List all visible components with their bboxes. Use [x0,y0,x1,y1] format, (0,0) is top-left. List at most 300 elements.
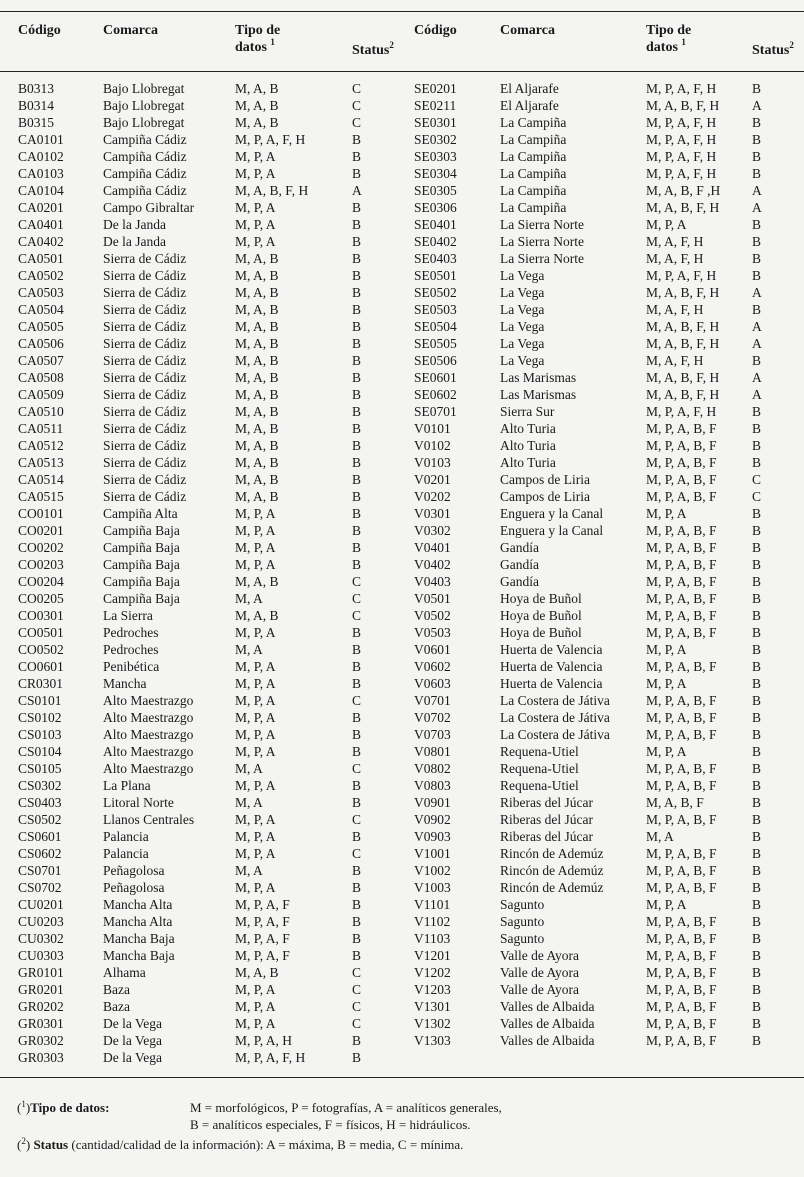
left-comarca-cell: Alto Maestrazgo [103,727,194,742]
right-tipo-cell: M, A, F, H [646,251,704,266]
header-codigo-right: Código [414,23,457,38]
left-comarca-cell: Alto Maestrazgo [103,710,194,725]
left-comarca-cell: Sierra de Cádiz [103,472,187,487]
right-comarca-cell: Riberas del Júcar [500,795,593,810]
left-status-cell: C [352,98,362,113]
left-tipo-cell: M, P, A [235,659,276,674]
right-tipo-cell: M, P, A, B, F [646,812,717,827]
right-status-cell: A [752,183,762,198]
left-tipo-cell: M, A, B [235,268,279,283]
left-comarca-cell: Sierra de Cádiz [103,404,187,419]
left-codigo-cell: CS0403 [18,795,62,810]
right-comarca-cell: Enguera y la Canal [500,523,604,538]
right-status-cell: B [752,217,762,232]
left-codigo-cell: CS0102 [18,710,62,725]
table-row [0,352,804,369]
left-codigo-cell: GR0101 [18,965,64,980]
right-codigo-cell: SE0503 [414,302,457,317]
right-codigo-cell: V0803 [414,778,451,793]
left-status-cell: C [352,812,362,827]
right-comarca-cell: Hoya de Buñol [500,591,582,606]
right-status-cell: B [752,557,762,572]
left-status-cell: A [352,183,362,198]
left-status-cell: B [352,829,362,844]
table-row [0,284,804,301]
table-row [0,845,804,862]
left-comarca-cell: Peñagolosa [103,863,165,878]
right-comarca-cell: La Vega [500,285,545,300]
left-status-cell: C [352,574,362,589]
left-tipo-cell: M, P, A [235,523,276,538]
left-comarca-cell: Campiña Baja [103,523,180,538]
left-status-cell: C [352,761,362,776]
left-comarca-cell: Palancia [103,829,149,844]
left-comarca-cell: De la Vega [103,1016,162,1031]
table-row [0,811,804,828]
right-status-cell: B [752,166,762,181]
right-status-cell: B [752,948,762,963]
left-status-cell: C [352,81,362,96]
right-tipo-cell: M, A, B, F, H [646,370,720,385]
right-tipo-cell: M, P, A, F, H [646,81,717,96]
left-comarca-cell: Sierra de Cádiz [103,268,187,283]
right-tipo-cell: M, P, A, F, H [646,115,717,130]
left-codigo-cell: CS0602 [18,846,62,861]
right-tipo-cell: M, P, A, B, F [646,727,717,742]
left-tipo-cell: M, A, B [235,115,279,130]
right-codigo-cell: V1102 [414,914,451,929]
right-codigo-cell: V1001 [414,846,451,861]
left-codigo-cell: GR0202 [18,999,64,1014]
right-status-cell: A [752,200,762,215]
right-status-cell: B [752,931,762,946]
left-status-cell: B [352,132,362,147]
right-codigo-cell: V0103 [414,455,451,470]
right-tipo-cell: M, P, A, B, F [646,455,717,470]
table-row [0,488,804,505]
table-row [0,437,804,454]
right-comarca-cell: Campos de Liria [500,472,590,487]
left-status-cell: B [352,880,362,895]
table-row [0,777,804,794]
table-row [0,658,804,675]
left-status-cell: C [352,1016,362,1031]
right-comarca-cell: La Sierra Norte [500,251,584,266]
right-tipo-cell: M, A, F, H [646,353,704,368]
left-comarca-cell: Campiña Cádiz [103,166,187,181]
table-row [0,930,804,947]
left-comarca-cell: Litoral Norte [103,795,174,810]
left-status-cell: B [352,795,362,810]
left-tipo-cell: M, P, A [235,999,276,1014]
left-comarca-cell: Pedroches [103,625,159,640]
right-tipo-cell: M, P, A, B, F [646,999,717,1014]
right-status-cell: B [752,642,762,657]
right-codigo-cell: SE0403 [414,251,457,266]
right-comarca-cell: Sagunto [500,914,545,929]
left-tipo-cell: M, A [235,863,263,878]
left-comarca-cell: Campiña Baja [103,540,180,555]
left-status-cell: B [352,1050,362,1065]
left-comarca-cell: Sierra de Cádiz [103,302,187,317]
left-comarca-cell: Pedroches [103,642,159,657]
left-comarca-cell: Alto Maestrazgo [103,761,194,776]
right-status-cell: B [752,608,762,623]
left-tipo-cell: M, P, A [235,149,276,164]
right-comarca-cell: Valles de Albaida [500,999,595,1014]
left-comarca-cell: Campo Gibraltar [103,200,195,215]
right-codigo-cell: V1301 [414,999,451,1014]
left-comarca-cell: Palancia [103,846,149,861]
header-tipo-left-1: Tipo de [235,23,281,38]
left-codigo-cell: CA0514 [18,472,64,487]
left-codigo-cell: B0314 [18,98,55,113]
left-status-cell: B [352,506,362,521]
left-codigo-cell: B0313 [18,81,55,96]
footnote-1-line1: M = morfológicos, P = fotografías, A = analíticos generales, [190,1100,502,1115]
right-comarca-cell: La Campiña [500,149,567,164]
right-codigo-cell: SE0506 [414,353,457,368]
table-row [0,896,804,913]
right-comarca-cell: Alto Turia [500,455,556,470]
top-rule [0,11,804,12]
right-tipo-cell: M, P, A, B, F [646,710,717,725]
left-comarca-cell: Campiña Baja [103,591,180,606]
right-status-cell: A [752,98,762,113]
left-status-cell: B [352,336,362,351]
left-codigo-cell: CA0512 [18,438,64,453]
left-tipo-cell: M, P, A [235,744,276,759]
left-codigo-cell: CO0601 [18,659,64,674]
right-comarca-cell: La Costera de Játiva [500,710,610,725]
right-tipo-cell: M, P, A, B, F [646,523,717,538]
table-row [0,471,804,488]
left-comarca-cell: Sierra de Cádiz [103,489,187,504]
left-comarca-cell: Campiña Baja [103,574,180,589]
table-row [0,335,804,352]
right-codigo-cell: SE0402 [414,234,457,249]
left-codigo-cell: GR0301 [18,1016,64,1031]
right-tipo-cell: M, A, B, F, H [646,319,720,334]
right-codigo-cell: V0301 [414,506,451,521]
left-status-cell: B [352,489,362,504]
right-codigo-cell: V0401 [414,540,451,555]
left-status-cell: B [352,353,362,368]
right-codigo-cell: SE0505 [414,336,457,351]
left-tipo-cell: M, P, A, F, H [235,1050,306,1065]
left-comarca-cell: Sierra de Cádiz [103,353,187,368]
table-row [0,1049,804,1066]
right-status-cell: A [752,336,762,351]
left-status-cell: C [352,982,362,997]
left-status-cell: B [352,200,362,215]
left-tipo-cell: M, A [235,591,263,606]
right-tipo-cell: M, A, B, F, H [646,336,720,351]
left-codigo-cell: CA0515 [18,489,64,504]
right-status-cell: B [752,302,762,317]
right-comarca-cell: La Campiña [500,115,567,130]
right-comarca-cell: La Vega [500,302,545,317]
right-codigo-cell: V0201 [414,472,451,487]
left-codigo-cell: CS0701 [18,863,62,878]
left-comarca-cell: Sierra de Cádiz [103,336,187,351]
left-tipo-cell: M, A, B [235,472,279,487]
left-status-cell: B [352,1033,362,1048]
table-row [0,624,804,641]
footnote-1-label: ($^1$)Tipo de datos: [17,1099,110,1115]
left-tipo-cell: M, P, A [235,557,276,572]
right-status-cell: B [752,1016,762,1031]
right-comarca-cell: La Campiña [500,132,567,147]
left-comarca-cell: Campiña Alta [103,506,178,521]
right-status-cell: B [752,591,762,606]
right-status-cell: B [752,999,762,1014]
right-status-cell: B [752,676,762,691]
left-codigo-cell: CA0513 [18,455,64,470]
table-row [0,216,804,233]
left-tipo-cell: M, P, A [235,880,276,895]
left-codigo-cell: CO0101 [18,506,64,521]
right-tipo-cell: M, A, B, F, H [646,285,720,300]
right-codigo-cell: SE0504 [414,319,457,334]
left-tipo-cell: M, A, B [235,421,279,436]
right-comarca-cell: Rincón de Ademúz [500,880,604,895]
left-tipo-cell: M, P, A [235,506,276,521]
left-status-cell: B [352,897,362,912]
left-status-cell: B [352,421,362,436]
right-comarca-cell: Valle de Ayora [500,965,579,980]
right-status-cell: B [752,625,762,640]
left-comarca-cell: De la Vega [103,1033,162,1048]
table-row [0,998,804,1015]
footnote-2: ($^2$) Status (cantidad/calidad de la información): A = máxima, B = media, C = mínima. [17,1136,464,1152]
left-tipo-cell: M, A, B [235,608,279,623]
left-codigo-cell: CA0102 [18,149,64,164]
left-status-cell: B [352,778,362,793]
right-comarca-cell: La Sierra Norte [500,217,584,232]
right-codigo-cell: V1101 [414,897,451,912]
right-comarca-cell: La Vega [500,336,545,351]
right-comarca-cell: Gandía [500,557,539,572]
left-tipo-cell: M, A, B [235,319,279,334]
left-codigo-cell: CS0105 [18,761,62,776]
left-codigo-cell: CA0504 [18,302,64,317]
table-row [0,131,804,148]
right-comarca-cell: Requena-Utiel [500,778,579,793]
header-comarca-right: Comarca [500,23,555,38]
left-comarca-cell: Campiña Cádiz [103,149,187,164]
left-status-cell: B [352,404,362,419]
right-tipo-cell: M, A, B, F, H [646,98,720,113]
left-status-cell: B [352,523,362,538]
right-comarca-cell: La Vega [500,268,545,283]
table-row [0,1032,804,1049]
left-comarca-cell: La Sierra [103,608,153,623]
right-comarca-cell: Valles de Albaida [500,1033,595,1048]
left-status-cell: C [352,846,362,861]
left-status-cell: C [352,965,362,980]
bottom-rule [0,1077,804,1078]
left-codigo-cell: CA0101 [18,132,64,147]
right-comarca-cell: La Vega [500,353,545,368]
left-tipo-cell: M, P, A [235,1016,276,1031]
left-comarca-cell: Bajo Llobregat [103,81,185,96]
left-tipo-cell: M, P, A, F [235,948,290,963]
left-codigo-cell: CR0301 [18,676,64,691]
right-status-cell: B [752,421,762,436]
left-codigo-cell: CO0202 [18,540,64,555]
table-row [0,420,804,437]
right-status-cell: B [752,455,762,470]
right-status-cell: C [752,489,762,504]
left-tipo-cell: M, A, B [235,574,279,589]
right-status-cell: B [752,506,762,521]
right-codigo-cell: SE0211 [414,98,457,113]
left-status-cell: B [352,472,362,487]
left-comarca-cell: Mancha [103,676,147,691]
right-status-cell: B [752,404,762,419]
right-status-cell: A [752,285,762,300]
left-comarca-cell: Campiña Cádiz [103,132,187,147]
left-comarca-cell: Peñagolosa [103,880,165,895]
right-status-cell: B [752,251,762,266]
table-row [0,828,804,845]
right-comarca-cell: Valles de Albaida [500,1016,595,1031]
right-status-cell: B [752,659,762,674]
left-comarca-cell: Sierra de Cádiz [103,285,187,300]
left-codigo-cell: CA0510 [18,404,64,419]
right-status-cell: B [752,812,762,827]
table-row [0,607,804,624]
right-comarca-cell: Campos de Liria [500,489,590,504]
right-status-cell: B [752,761,762,776]
right-codigo-cell: V1103 [414,931,451,946]
right-tipo-cell: M, A, B, F [646,795,704,810]
right-codigo-cell: V0903 [414,829,451,844]
right-codigo-cell: SE0701 [414,404,457,419]
right-codigo-cell: V1202 [414,965,451,980]
header-comarca-left: Comarca [103,23,158,38]
right-comarca-cell: Enguera y la Canal [500,506,604,521]
right-tipo-cell: M, P, A, F, H [646,149,717,164]
right-status-cell: B [752,846,762,861]
left-codigo-cell: CS0702 [18,880,62,895]
right-status-cell: B [752,744,762,759]
left-tipo-cell: M, P, A [235,625,276,640]
left-status-cell: B [352,302,362,317]
right-comarca-cell: El Aljarafe [500,81,559,96]
left-status-cell: B [352,370,362,385]
right-comarca-cell: Rincón de Ademúz [500,846,604,861]
left-status-cell: C [352,999,362,1014]
right-codigo-cell: V0802 [414,761,451,776]
left-tipo-cell: M, A, B [235,404,279,419]
header-rule [0,71,804,72]
right-status-cell: B [752,914,762,929]
left-codigo-cell: B0315 [18,115,55,130]
left-status-cell: B [352,455,362,470]
right-comarca-cell: Huerta de Valencia [500,676,603,691]
right-comarca-cell: Huerta de Valencia [500,642,603,657]
left-codigo-cell: CU0302 [18,931,64,946]
right-codigo-cell: V0101 [414,421,451,436]
left-status-cell: C [352,693,362,708]
right-comarca-cell: Alto Turia [500,438,556,453]
left-status-cell: B [352,948,362,963]
right-comarca-cell: La Campiña [500,200,567,215]
left-comarca-cell: Alto Maestrazgo [103,744,194,759]
right-tipo-cell: M, P, A, F, H [646,404,717,419]
right-status-cell: B [752,795,762,810]
table-row [0,97,804,114]
table-row [0,573,804,590]
left-codigo-cell: GR0201 [18,982,64,997]
left-codigo-cell: GR0303 [18,1050,64,1065]
table-row [0,386,804,403]
right-tipo-cell: M, P, A, B, F [646,1033,717,1048]
right-status-cell: B [752,523,762,538]
table-row [0,114,804,131]
right-comarca-cell: Sagunto [500,931,545,946]
left-comarca-cell: Alhama [103,965,146,980]
right-tipo-cell: M, A, B, F, H [646,200,720,215]
left-comarca-cell: Sierra de Cádiz [103,421,187,436]
right-comarca-cell: La Campiña [500,183,567,198]
left-codigo-cell: CA0505 [18,319,64,334]
left-codigo-cell: CU0203 [18,914,64,929]
right-codigo-cell: SE0502 [414,285,457,300]
right-codigo-cell: V0302 [414,523,451,538]
left-status-cell: B [352,438,362,453]
right-tipo-cell: M, P, A, B, F [646,965,717,980]
right-codigo-cell: V0902 [414,812,451,827]
table-row [0,539,804,556]
table-row [0,794,804,811]
right-comarca-cell: La Costera de Játiva [500,693,610,708]
right-tipo-cell: M, P, A, B, F [646,693,717,708]
right-status-cell: B [752,234,762,249]
table-row [0,947,804,964]
table-row [0,301,804,318]
right-codigo-cell: SE0501 [414,268,457,283]
left-codigo-cell: CS0101 [18,693,62,708]
right-tipo-cell: M, P, A, B, F [646,931,717,946]
table-row [0,641,804,658]
right-tipo-cell: M, P, A, B, F [646,557,717,572]
right-status-cell: C [752,472,762,487]
right-tipo-cell: M, P, A, F, H [646,166,717,181]
right-codigo-cell: SE0301 [414,115,457,130]
left-tipo-cell: M, A, B [235,455,279,470]
left-comarca-cell: Baza [103,982,130,997]
table-row [0,981,804,998]
left-comarca-cell: Sierra de Cádiz [103,387,187,402]
left-status-cell: B [352,727,362,742]
right-codigo-cell: SE0303 [414,149,457,164]
table-row [0,862,804,879]
table-row [0,369,804,386]
right-comarca-cell: El Aljarafe [500,98,559,113]
left-codigo-cell: CO0204 [18,574,64,589]
right-tipo-cell: M, P, A [646,676,687,691]
left-status-cell: B [352,387,362,402]
left-tipo-cell: M, A, B [235,353,279,368]
left-codigo-cell: CS0302 [18,778,62,793]
right-status-cell: A [752,319,762,334]
left-tipo-cell: M, P, A [235,829,276,844]
right-comarca-cell: Sierra Sur [500,404,555,419]
left-codigo-cell: CA0507 [18,353,64,368]
